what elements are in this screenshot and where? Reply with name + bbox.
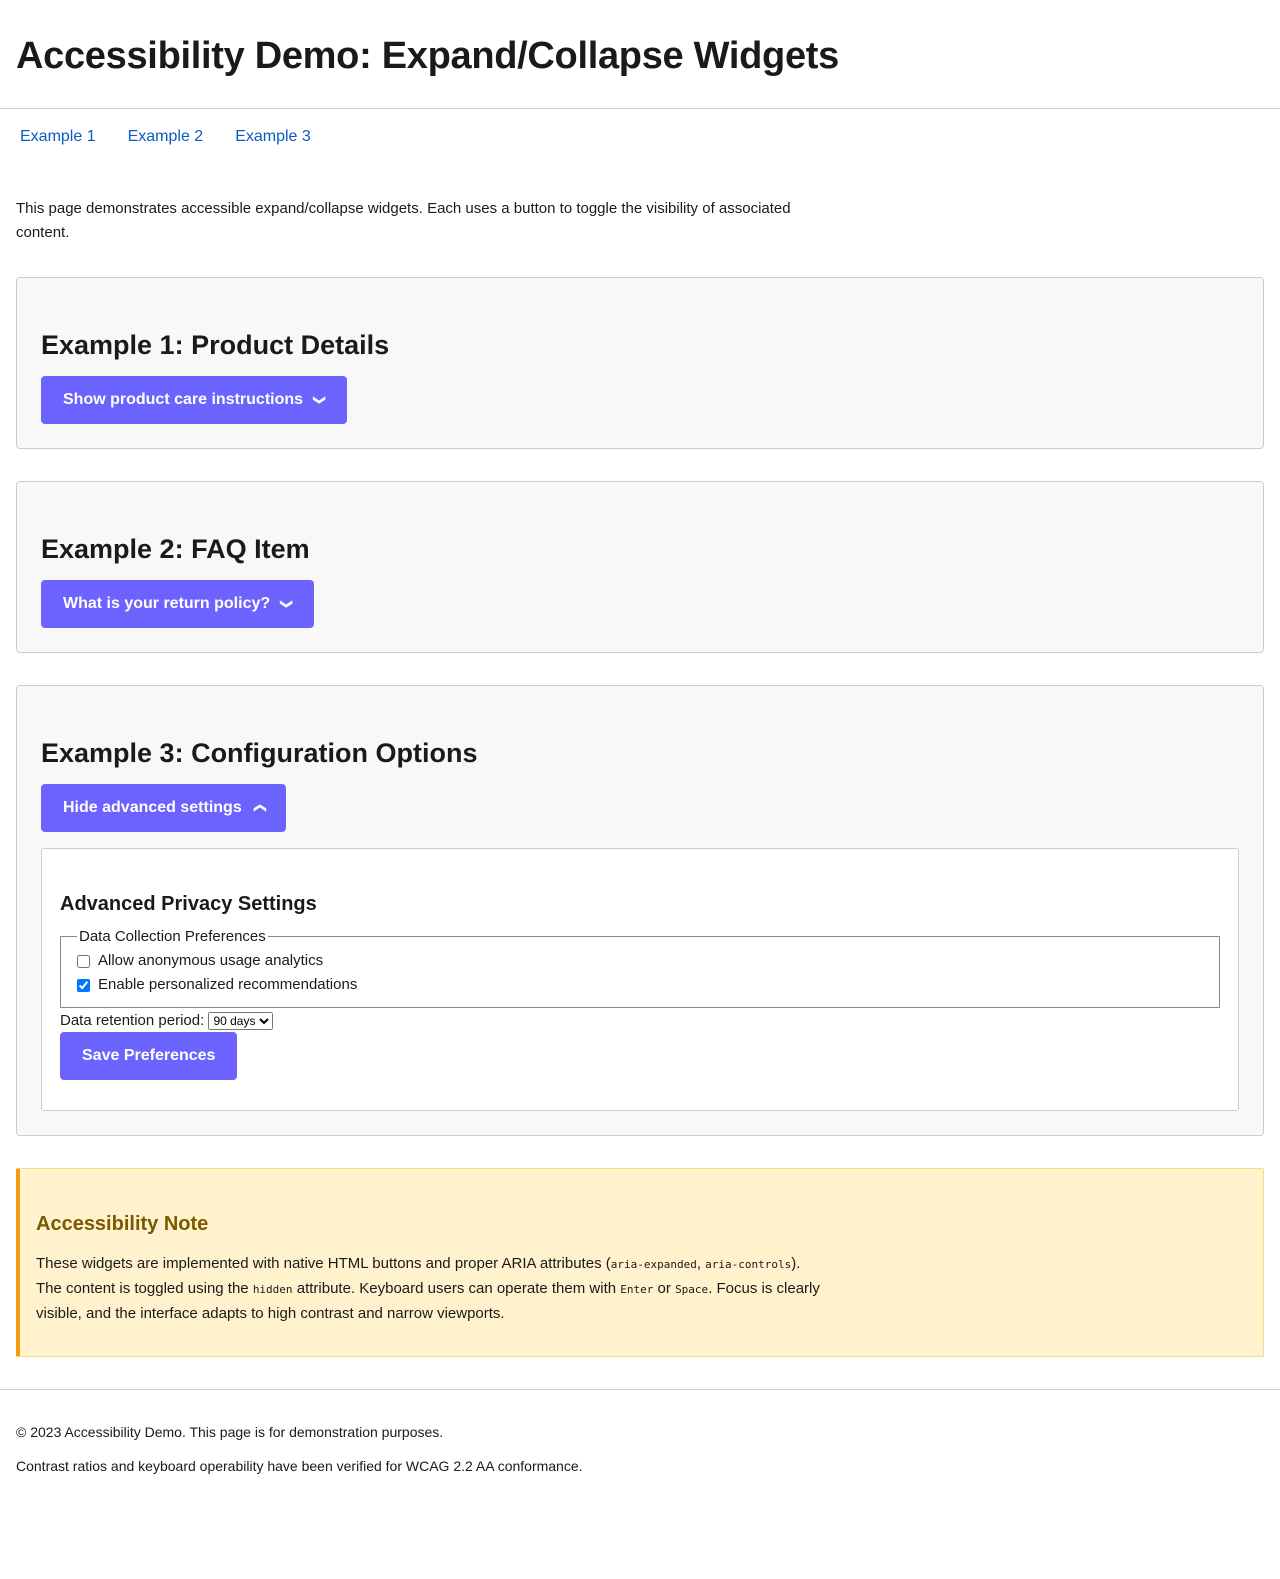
example-2-heading: Example 2: FAQ Item [41, 534, 310, 564]
code-hidden: hidden [252, 1283, 293, 1296]
code-aria-expanded: aria-expanded [610, 1258, 697, 1271]
intro-text: This page demonstrates accessible expand/collapse widgets. Each uses a button to toggle the visibility of associated content. [16, 200, 791, 241]
data-collection-fieldset [60, 928, 1220, 1008]
page-header [0, 0, 1280, 109]
note-heading: Accessibility Note [36, 1213, 209, 1235]
accessibility-note [16, 1168, 1264, 1357]
example-3-heading: Example 3: Configuration Options [41, 738, 478, 768]
nav-link-example-2[interactable]: Example 2 [127, 128, 204, 145]
save-preferences-button[interactable]: Save Preferences [60, 1032, 237, 1080]
code-aria-controls: aria-controls [705, 1258, 792, 1271]
option-label: Allow anonymous usage analytics [98, 952, 324, 969]
analytics-checkbox[interactable] [77, 955, 90, 968]
page-title: Accessibility Demo: Expand/Collapse Widgets [16, 35, 839, 77]
recommendations-checkbox[interactable] [77, 979, 90, 992]
return-policy-toggle-button[interactable] [41, 580, 314, 628]
nav-link-example-1[interactable]: Example 1 [20, 128, 96, 145]
nav [0, 109, 1280, 147]
example-1-heading: Example 1: Product Details [41, 330, 390, 360]
recommendations-option[interactable] [77, 973, 1203, 997]
copyright: © 2023 Accessibility Demo. This page is for demonstration purposes. [16, 1424, 444, 1440]
product-care-toggle-button[interactable] [41, 376, 347, 424]
chevron-up-icon: ❯ [251, 802, 266, 814]
note-segment: , [696, 1255, 706, 1272]
conformance-note: Contrast ratios and keyboard operability have been verified for WCAG 2.2 AA conformance. [16, 1458, 583, 1474]
chevron-down-icon: ❯ [313, 394, 328, 406]
nav-link-example-3[interactable]: Example 3 [235, 128, 311, 145]
fieldset-legend: Data Collection Preferences [79, 928, 266, 945]
example-2-card [16, 481, 1264, 653]
retention-label: Data retention period: [60, 1012, 205, 1029]
button-label: What is your return policy? [63, 595, 271, 612]
example-3-card [16, 685, 1264, 1136]
advanced-settings-panel [41, 848, 1239, 1111]
example-1-card [16, 277, 1264, 449]
option-label: Enable personalized recommendations [98, 976, 358, 993]
footer [0, 1389, 1280, 1512]
advanced-heading: Advanced Privacy Settings [60, 893, 317, 915]
analytics-option[interactable] [77, 949, 1203, 973]
code-enter: Enter [620, 1283, 654, 1296]
note-segment: or [653, 1280, 676, 1297]
note-segment: attribute. Keyboard users can operate them with [292, 1280, 621, 1297]
button-label: Show product care instructions [63, 391, 304, 408]
code-space: Space [675, 1283, 709, 1296]
note-segment: ). The content is toggled using the [36, 1255, 801, 1297]
retention-select[interactable] [208, 1012, 273, 1030]
chevron-down-icon: ❯ [280, 598, 295, 610]
note-text [36, 1252, 826, 1326]
note-segment: These widgets are implemented with native HTML buttons and proper ARIA attributes ( [36, 1255, 611, 1272]
button-label: Hide advanced settings [63, 799, 242, 816]
note-segment: . Focus is clearly visible, and the interface adapts to high contrast and narrow viewports. [36, 1280, 820, 1322]
advanced-settings-toggle-button[interactable] [41, 784, 286, 832]
main [0, 197, 1280, 1357]
